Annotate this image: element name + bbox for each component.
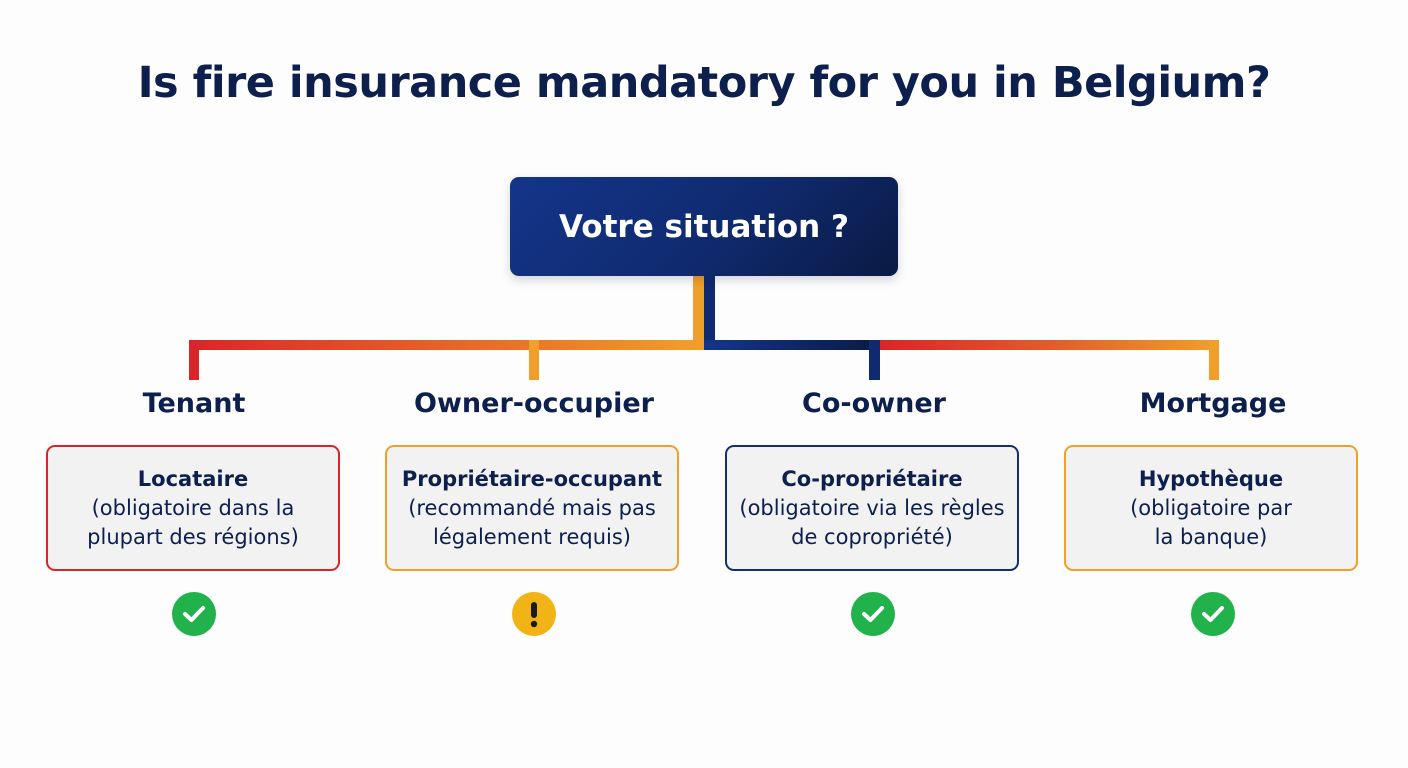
warning-icon <box>512 592 556 636</box>
card-title: Co-propriétaire <box>781 466 963 491</box>
heading-co-owner: Co-owner <box>802 388 946 419</box>
card-description: (obligatoire via les règles de copropriété) <box>739 495 1005 549</box>
check-icon <box>1191 592 1235 636</box>
card-tenant <box>46 445 340 571</box>
heading-owner-occupier: Owner-occupier <box>414 388 654 419</box>
stem-navy <box>704 276 715 345</box>
check-icon <box>851 592 895 636</box>
card-title: Locataire <box>137 466 249 491</box>
card-mortgage <box>1064 445 1358 571</box>
middle-branch-bar <box>704 340 880 350</box>
heading-mortgage: Mortgage <box>1139 388 1287 419</box>
left-branch-bar <box>189 340 704 350</box>
card-title: Propriétaire-occupant <box>401 466 663 491</box>
drop-co-owner <box>869 340 880 380</box>
card-title: Hypothèque <box>1138 466 1284 491</box>
root-node <box>510 177 898 276</box>
page-title: Is fire insurance mandatory for you in Belgium? <box>137 58 1271 108</box>
drop-mortgage <box>1209 340 1219 380</box>
heading-tenant: Tenant <box>142 388 246 419</box>
root-label: Votre situation ? <box>559 208 849 245</box>
drop-tenant <box>189 340 199 380</box>
card-description: (recommandé mais pas légalement requis) <box>408 495 656 549</box>
card-description: (obligatoire par la banque) <box>1130 495 1292 549</box>
card-co-owner <box>725 445 1019 571</box>
drop-owner-occupier <box>529 340 539 380</box>
card-owner-occupier <box>385 445 679 571</box>
card-description: (obligatoire dans la plupart des régions) <box>87 495 299 549</box>
check-icon <box>172 592 216 636</box>
right-branch-bar <box>880 340 1219 350</box>
stem-orange <box>693 276 704 345</box>
